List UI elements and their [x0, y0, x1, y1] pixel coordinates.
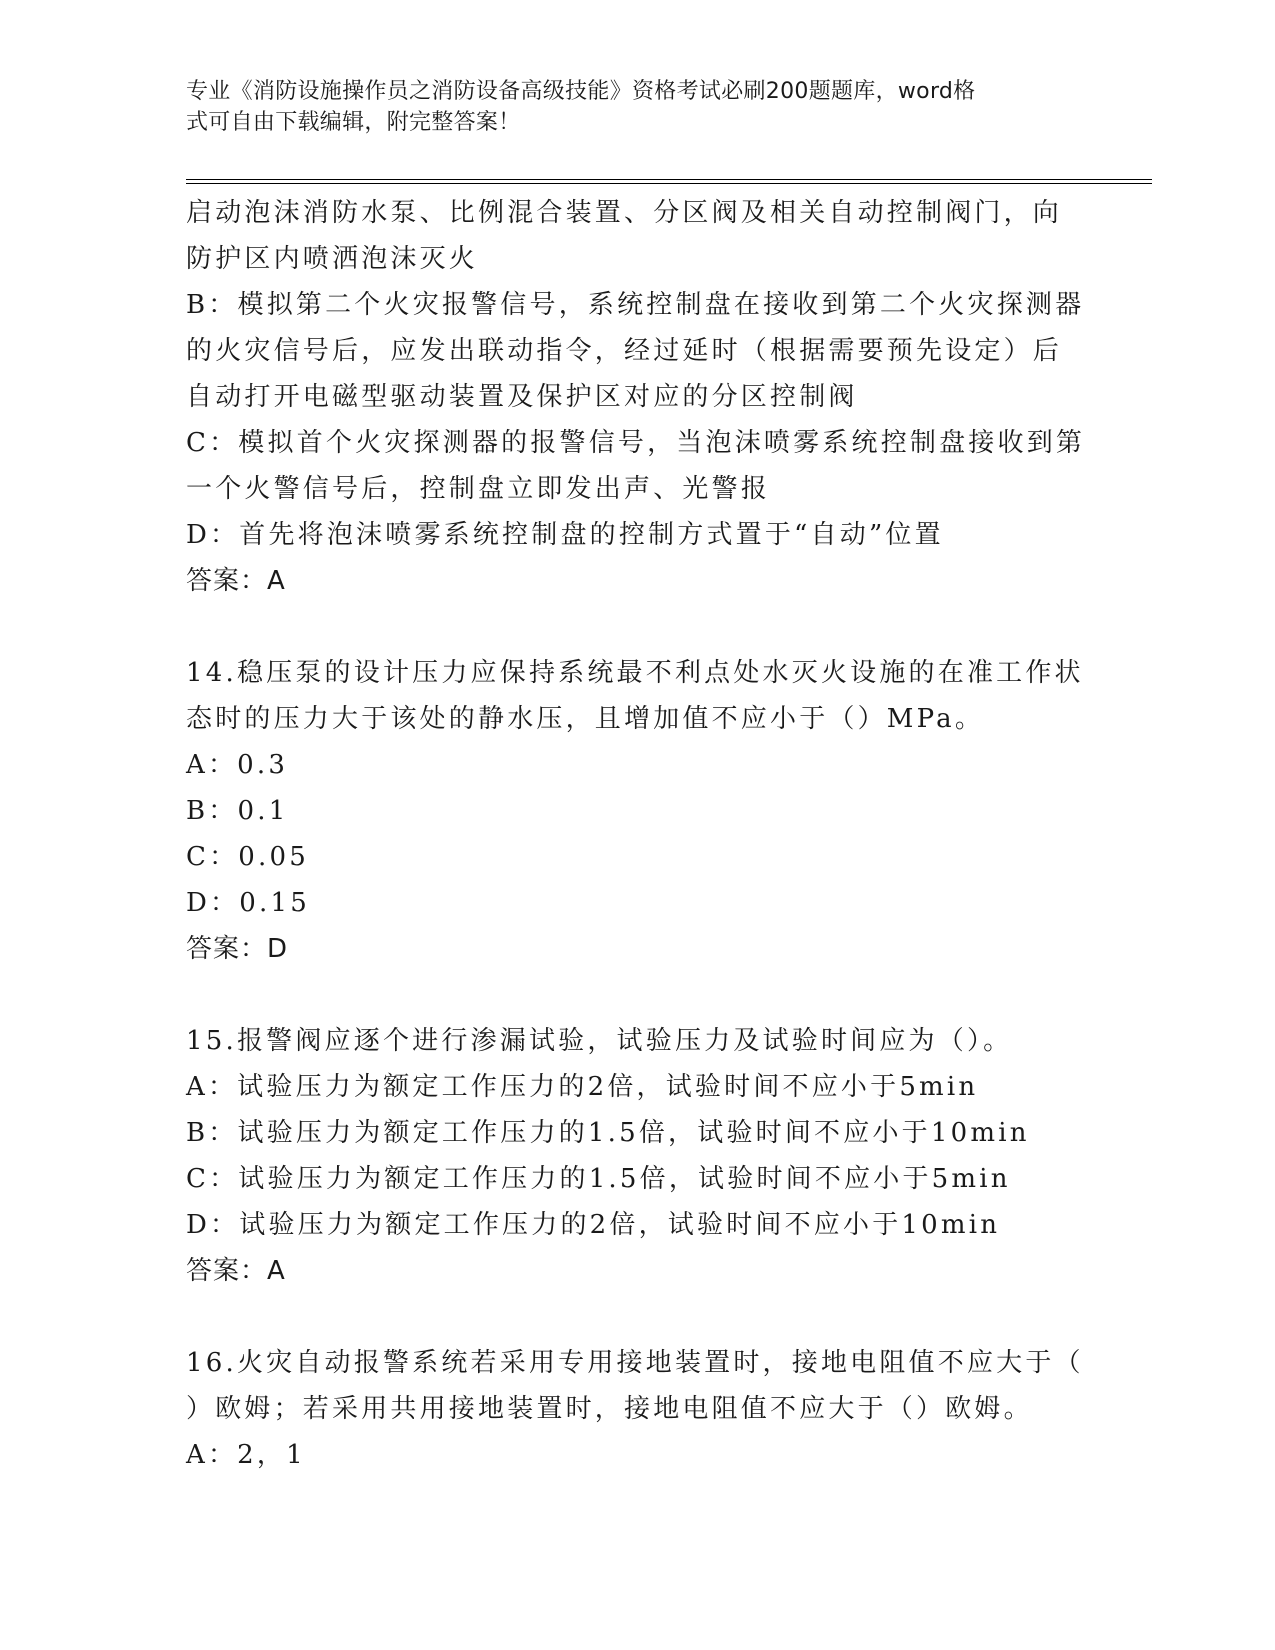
- option-c: C：试验压力为额定工作压力的1.5倍，试验时间不应小于5min: [186, 1164, 1011, 1194]
- option-d: D：首先将泡沫喷雾系统控制盘的控制方式置于“自动”位置: [186, 520, 944, 550]
- option-c: C：0.05: [186, 842, 309, 872]
- header-divider-bottom: [186, 183, 1152, 184]
- option-b-line-3: 自动打开电磁型驱动装置及保护区对应的分区控制阀: [186, 382, 858, 412]
- question-stem-line-2: 态时的压力大于该处的静水压，且增加值不应小于（）MPa。: [186, 704, 985, 734]
- question-16: [186, 1340, 1086, 1478]
- option-c-line-2: 一个火警信号后，控制盘立即发出声、光警报: [186, 474, 771, 504]
- option-b: B：0.1: [186, 796, 289, 826]
- answer: 答案：A: [186, 566, 286, 596]
- question-stem-line-2: ）欧姆；若采用共用接地装置时，接地电阻值不应大于（）欧姆。: [186, 1394, 1033, 1424]
- option-b-line-2: 的火灾信号后，应发出联动指令，经过延时（根据需要预先设定）后: [186, 336, 1063, 366]
- question-13-continued: [186, 190, 1086, 604]
- answer: 答案：D: [186, 934, 289, 964]
- answer: 答案：A: [186, 1256, 286, 1286]
- option-d: D：试验压力为额定工作压力的2倍，试验时间不应小于10min: [186, 1210, 1001, 1240]
- header-line-2: 式可自由下载编辑，附完整答案！: [186, 110, 521, 135]
- option-a: A：试验压力为额定工作压力的2倍，试验时间不应小于5min: [186, 1072, 979, 1102]
- option-a: A：0.3: [186, 750, 289, 780]
- option-d: D：0.15: [186, 888, 310, 918]
- question-15: [186, 1018, 1086, 1294]
- question-stem-line-1: 15.报警阀应逐个进行渗漏试验，试验压力及试验时间应为（）。: [186, 1026, 1013, 1056]
- option-b: B：试验压力为额定工作压力的1.5倍，试验时间不应小于10min: [186, 1118, 1030, 1148]
- question-14: [186, 650, 1086, 972]
- header-line-1: 专业《消防设施操作员之消防设备高级技能》资格考试必刷200题题库，word格: [186, 79, 976, 104]
- question-stem-line-1: 14.稳压泵的设计压力应保持系统最不利点处水灭火设施的在准工作状: [186, 658, 1084, 688]
- question-content: [186, 190, 1086, 1478]
- option-a-continued-line-2: 防护区内喷洒泡沫灭火: [186, 244, 479, 274]
- option-b-line-1: B：模拟第二个火灾报警信号，系统控制盘在接收到第二个火灾探测器: [186, 290, 1085, 320]
- question-stem-line-1: 16.火灾自动报警系统若采用专用接地装置时，接地电阻值不应大于（: [186, 1348, 1084, 1378]
- header-divider-top: [186, 179, 1152, 180]
- option-a-continued-line-1: 启动泡沫消防水泵、比例混合装置、分区阀及相关自动控制阀门，向: [186, 198, 1063, 228]
- option-c-line-1: C：模拟首个火灾探测器的报警信号，当泡沫喷雾系统控制盘接收到第: [186, 428, 1086, 458]
- document-header: [186, 76, 1066, 138]
- option-a: A：2，1: [186, 1440, 306, 1470]
